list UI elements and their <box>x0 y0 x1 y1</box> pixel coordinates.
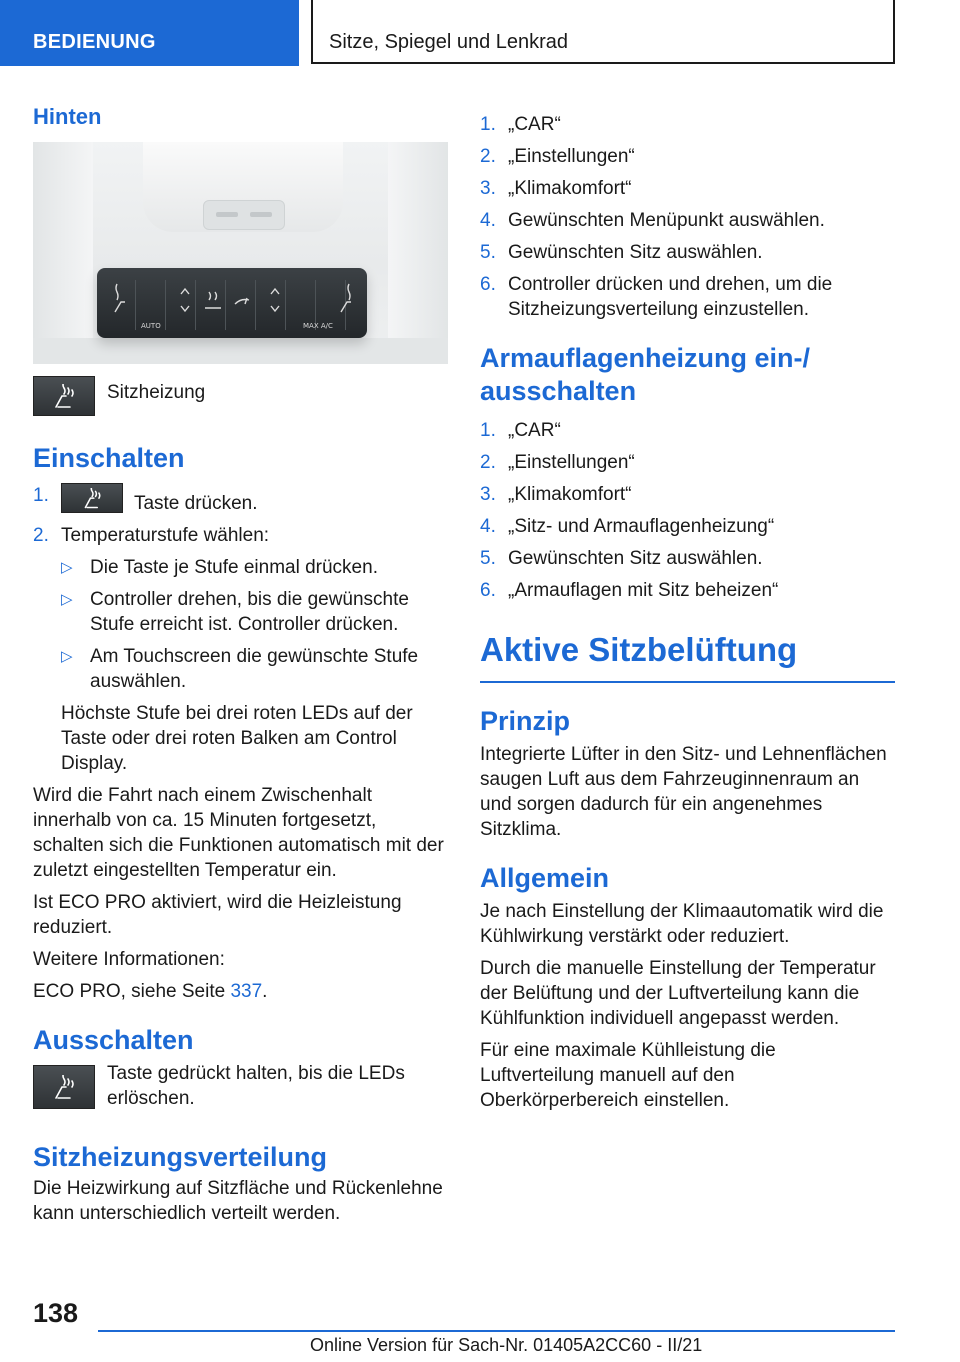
page-header <box>0 0 960 66</box>
footer-version-text: Online Version für Sach-Nr. 01405A2CC60 - II/21 <box>310 1335 703 1355</box>
bullet-text: Die Taste je Stufe einmal drücken. <box>90 557 378 578</box>
step-number: 6. <box>480 580 496 601</box>
seat-heating-icon <box>52 1075 78 1101</box>
heading-einschalten: Einschalten <box>33 443 185 473</box>
einschalten-steps <box>33 483 448 548</box>
paragraph-reference <box>33 979 448 1004</box>
step-text: Controller drücken und drehen, um die Sitzheizungsverteilung einzustellen. <box>508 274 833 320</box>
list-item <box>480 482 895 507</box>
allgemein-paragraph-3: Für eine maximale Kühlleistung die Luftverteilung manuell auf den Oberkörperbereich einstellen. <box>480 1040 776 1111</box>
step-text: „CAR“ <box>508 420 561 441</box>
triangle-bullet-icon: ▷ <box>61 591 73 608</box>
step-number: 1. <box>33 485 49 506</box>
step-text: Taste drücken. <box>133 493 258 514</box>
verteilung-steps <box>480 112 895 322</box>
subheading-hinten: Hinten <box>33 104 102 129</box>
step-text: „Klimakomfort“ <box>508 178 632 199</box>
caption-text: Sitzheizung <box>107 382 206 403</box>
reference-end: . <box>262 981 268 1002</box>
heading-sitzheizungsverteilung: Sitzheizungsverteilung <box>33 1142 328 1172</box>
photo-seat-left <box>33 142 93 364</box>
step-number: 4. <box>480 516 496 537</box>
heading-allgemein: Allgemein <box>480 863 610 893</box>
rear-climate-panel-photo <box>33 142 448 364</box>
chapter-label: Sitze, Spiegel und Lenkrad <box>311 0 895 64</box>
step-text: „Einstellungen“ <box>508 452 635 473</box>
list-item <box>33 483 448 516</box>
heading-armauflagenheizung: Armauflagenheizung ein-/ ausschalten <box>480 343 811 406</box>
reference-text: ECO PRO, siehe Seite <box>33 981 231 1002</box>
step-number: 3. <box>480 484 496 505</box>
bullet-text: Controller drehen, bis die gewünschte Stufe erreicht ist. Controller drücken. <box>90 589 409 635</box>
figure-caption <box>33 376 448 416</box>
left-column <box>33 96 448 1233</box>
section-label: BEDIENUNG <box>0 0 299 66</box>
list-item <box>480 450 895 475</box>
step-number: 2. <box>480 452 496 473</box>
step-number: 4. <box>480 210 496 231</box>
heading-prinzip: Prinzip <box>480 706 571 736</box>
step-text: „CAR“ <box>508 114 561 135</box>
allgemein-paragraph-1: Je nach Einstellung der Klimaautomatik wird die Kühlwirkung verstärkt oder reduziert. <box>480 901 884 947</box>
seat-heating-button-icon <box>33 1065 95 1109</box>
list-item <box>480 176 895 201</box>
heading-ausschalten: Ausschalten <box>33 1025 194 1055</box>
list-item <box>61 587 448 637</box>
einschalten-options <box>33 555 448 694</box>
list-item <box>480 578 895 603</box>
paragraph-eco-pro: Ist ECO PRO aktiviert, wird die Heizleistung reduziert. <box>33 892 402 938</box>
step-number: 5. <box>480 548 496 569</box>
list-item <box>61 555 448 580</box>
list-item <box>480 208 895 233</box>
list-item <box>61 644 448 694</box>
step-number: 3. <box>480 178 496 199</box>
photo-panel-symbols-icon <box>97 268 367 338</box>
list-item <box>33 523 448 548</box>
page-number: 138 <box>33 1298 79 1328</box>
verteilung-text: Die Heizwirkung auf Sitzfläche und Rückenlehne kann unterschiedlich verteilt werden. <box>33 1178 443 1224</box>
triangle-bullet-icon: ▷ <box>61 648 73 665</box>
list-item <box>480 514 895 539</box>
list-item <box>480 418 895 443</box>
photo-floor <box>33 338 448 364</box>
step-number: 1. <box>480 420 496 441</box>
step-text: „Sitz- und Armauflagenheizung“ <box>508 516 775 537</box>
step-number: 5. <box>480 242 496 263</box>
paragraph-more-info: Weitere Informationen: <box>33 949 225 970</box>
step-text: Gewünschten Sitz auswählen. <box>508 548 763 569</box>
paragraph-restart: Wird die Fahrt nach einem Zwischenhalt innerhalb von ca. 15 Minuten fortgesetzt, schalten sich die Funktionen automatisch mit der zuletzt eingestellten Temperatur ein. <box>33 785 444 881</box>
photo-usb-ports <box>203 200 285 230</box>
step-number: 2. <box>33 525 49 546</box>
prinzip-text: Integrierte Lüfter in den Sitz- und Lehnenflächen saugen Luft aus dem Fahrzeuginnenraum an und sorgen dadurch für ein angenehmes Sitzklima. <box>480 744 887 840</box>
armauflage-steps <box>480 418 895 603</box>
seat-heating-button-icon <box>61 483 123 513</box>
photo-seat-right <box>388 142 448 364</box>
step-number: 1. <box>480 114 496 135</box>
step-text: „Einstellungen“ <box>508 146 635 167</box>
seat-heating-icon <box>82 488 104 510</box>
allgemein-paragraph-2: Durch die manuelle Einstellung der Temperatur der Belüftung und der Luftverteilung kann die Kühlfunktion individuell angepasst werden. <box>480 958 876 1029</box>
bullet-text: Am Touchscreen die gewünschte Stufe auswählen. <box>90 646 419 692</box>
seat-heating-button-icon <box>33 376 95 416</box>
right-column <box>480 112 895 1120</box>
list-item <box>480 144 895 169</box>
triangle-bullet-icon: ▷ <box>61 559 73 576</box>
photo-control-panel <box>97 268 367 338</box>
list-item <box>480 546 895 571</box>
list-item <box>480 272 895 322</box>
step-text: „Klimakomfort“ <box>508 484 632 505</box>
einschalten-note: Höchste Stufe bei drei roten LEDs auf der Taste oder drei roten Balken am Control Display. <box>61 703 413 774</box>
list-item <box>480 112 895 137</box>
step-number: 2. <box>480 146 496 167</box>
step-text: „Armauflagen mit Sitz beheizen“ <box>508 580 779 601</box>
photo-label-max: MAX A/C <box>303 322 333 330</box>
ausschalten-text: Taste gedrückt halten, bis die LEDs erlöschen. <box>107 1063 405 1109</box>
seat-heating-icon <box>52 384 78 410</box>
step-text: Gewünschten Menüpunkt auswählen. <box>508 210 825 231</box>
step-text: Gewünschten Sitz auswählen. <box>508 242 763 263</box>
ausschalten-row <box>33 1065 448 1111</box>
step-number: 6. <box>480 274 496 295</box>
step-text: Temperaturstufe wählen: <box>61 525 270 546</box>
chapter-heading-sitzbelueftung: Aktive Sitzbelüftung <box>480 631 895 683</box>
photo-label-auto: AUTO <box>141 322 161 330</box>
page-link-337[interactable]: 337 <box>230 981 263 1002</box>
list-item <box>480 240 895 265</box>
